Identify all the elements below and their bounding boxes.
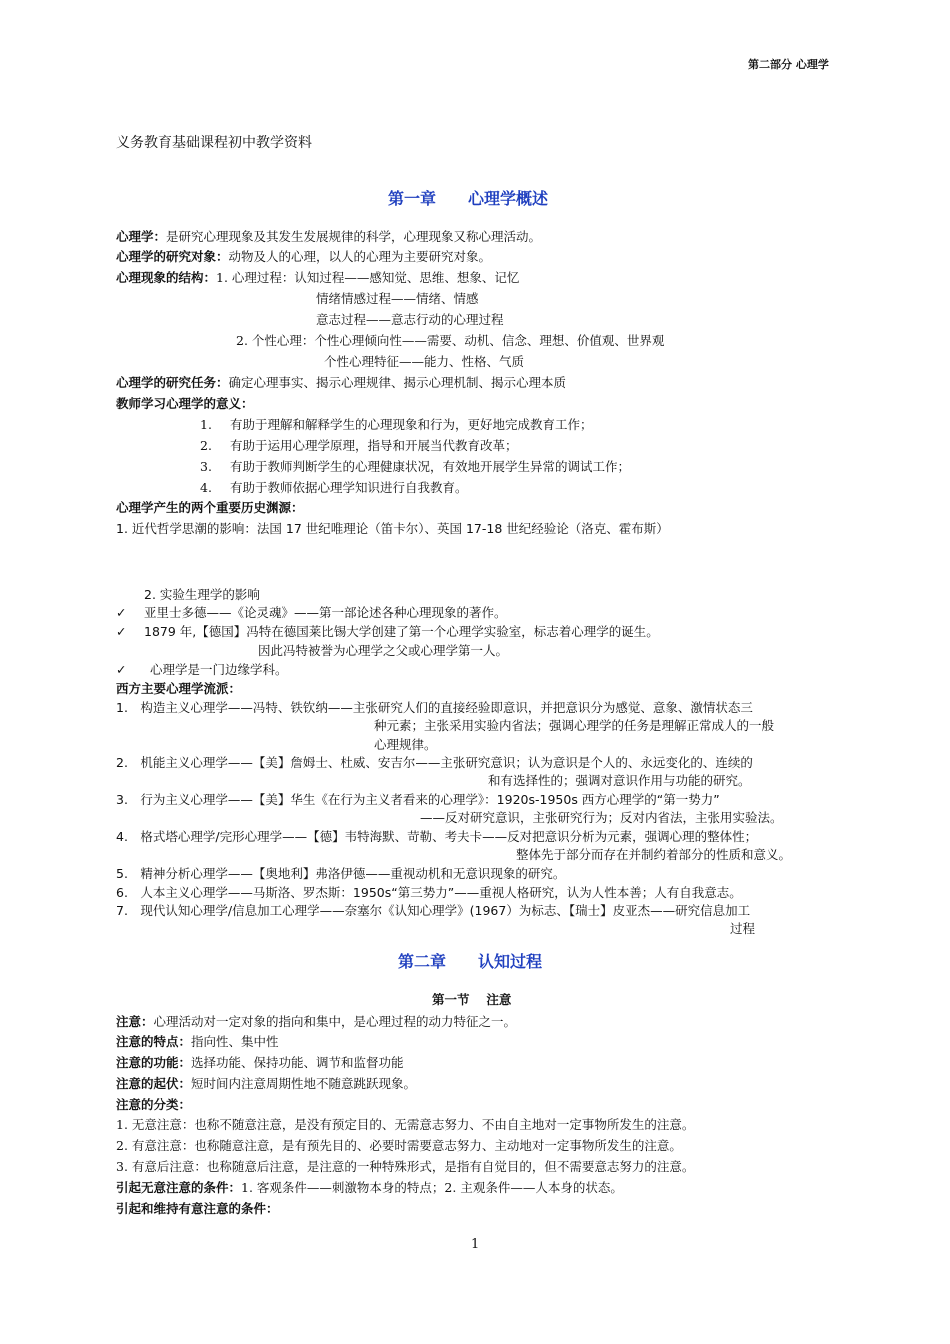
- origin-1: 1. 近代哲学思潮的影响：法国 17 世纪唯理论（笛卡尔）、英国 17-18 世纪经验论（洛克、霍布斯）: [116, 521, 669, 536]
- school-item: 6. 人本主义心理学——马斯洛、罗杰斯：1950s“第三势力”——重视人格研究，认为人性本善；人有自我意志。: [116, 885, 742, 900]
- structure-line-4: 2. 个性心理：个性心理倾向性——需要、动机、信念、理想、价值观、世界观: [236, 333, 665, 348]
- involuntary-conditions: [116, 1179, 623, 1197]
- school-item-continued: 过程: [730, 921, 756, 936]
- definition-text: 是研究心理现象及其发生发展规律的科学，心理现象又称心理活动。: [166, 229, 542, 244]
- attention-definition: [116, 1013, 516, 1031]
- research-tasks: [116, 374, 566, 392]
- document-title: 义务教育基础课程初中教学资料: [116, 135, 312, 151]
- attention-type-item: 3. 有意后注意：也称随意后注意，是注意的一种特殊形式，是指有自觉目的，但不需要意志努力的注意。: [116, 1159, 695, 1174]
- chapter-1-heading: 第一章 心理学概述: [388, 189, 549, 208]
- school-item-continued: 和有选择性的；强调对意识作用与功能的研究。: [488, 773, 751, 788]
- attention-type-item: 1. 无意注意：也称不随意注意，是没有预定目的、无需意志努力、不由自主地对一定事物所发生的注意。: [116, 1117, 695, 1132]
- check-item: ✓ 1879 年,【德国】冯特在德国莱比锡大学创建了第一个心理学实验室，标志着心理学的诞生。: [116, 624, 659, 639]
- structure-line-5: 个性心理特征——能力、性格、气质: [324, 354, 525, 369]
- school-item-continued: 种元素；主张采用实验内省法；强调心理学的任务是理解正常成人的一般: [374, 718, 775, 733]
- school-item: 1. 构造主义心理学——冯特、铁钦纳——主张研究人们的直接经验即意识，并把意识分为感觉、意象、激情状态三: [116, 700, 753, 715]
- origin-2: 2. 实验生理学的影响: [144, 587, 260, 602]
- chapter-2-heading: 第二章 认知过程: [398, 952, 543, 971]
- list-item: 2. 有助于运用心理学原理，指导和开展当代教育改革；: [200, 438, 518, 453]
- definition-text: 动物及人的心理，以人的心理为主要研究对象。: [228, 249, 492, 264]
- definition-text: 1. 客观条件——刺激物本身的特点；2. 主观条件——人本身的状态。: [241, 1180, 623, 1195]
- attention-traits: [116, 1033, 279, 1051]
- teacher-meaning-heading: 教师学习心理学的意义：: [116, 396, 254, 411]
- school-item: 7. 现代认知心理学/信息加工心理学——奈塞尔《认知心理学》(1967）为标志、【瑞士】皮亚杰——研究信息加工: [116, 903, 751, 918]
- definition-text: 短时间内注意周期性地不随意跳跃现象。: [191, 1076, 417, 1091]
- term-label: 注意的起伏：: [116, 1076, 192, 1091]
- school-item: 2. 机能主义心理学——【美】詹姆士、杜威、安吉尔——主张研究意识；认为意识是个人的、永远变化的、连续的: [116, 755, 753, 770]
- term-label: 心理现象的结构：: [116, 270, 217, 285]
- check-item: ✓ 心理学是一门边缘学科。: [116, 662, 288, 677]
- school-item-continued: 整体先于部分而存在并制约着部分的性质和意义。: [516, 847, 792, 862]
- attention-types-heading: 注意的分类：: [116, 1097, 192, 1112]
- page-header: 第二部分 心理学: [748, 58, 829, 71]
- check-item-continued: 因此冯特被誉为心理学之父或心理学第一人。: [258, 643, 509, 658]
- school-item: 4. 格式塔心理学/完形心理学——【德】韦特海默、苛勒、考夫卡——反对把意识分析为元素，强调心理的整体性；: [116, 829, 758, 844]
- definition-text: 选择功能、保持功能、调节和监督功能: [191, 1055, 404, 1070]
- school-item: 3. 行为主义心理学——【美】华生《在行为主义者看来的心理学》：1920s-1950s 西方心理学的“第一势力”: [116, 792, 720, 807]
- definition-text: 心理活动对一定对象的指向和集中，是心理过程的动力特征之一。: [153, 1014, 517, 1029]
- attention-functions: [116, 1054, 404, 1072]
- term-label: 注意的特点：: [116, 1034, 192, 1049]
- history-origins-heading: 心理学产生的两个重要历史渊源：: [116, 500, 304, 515]
- page-number: 1: [471, 1237, 480, 1252]
- research-object: [116, 248, 491, 266]
- term-label: 引起无意注意的条件：: [116, 1180, 242, 1195]
- school-item-continued: ——反对研究意识，主张研究行为；反对内省法，主张用实验法。: [420, 810, 783, 825]
- voluntary-conditions-heading: 引起和维持有意注意的条件：: [116, 1201, 279, 1216]
- check-item: ✓ 亚里士多德——《论灵魂》——第一部论述各种心理现象的著作。: [116, 605, 507, 620]
- term-label: 注意的功能：: [116, 1055, 192, 1070]
- term-label: 心理学：: [116, 229, 167, 244]
- attention-type-item: 2. 有意注意：也称随意注意，是有预先目的、必要时需要意志努力、主动地对一定事物所发生的注意。: [116, 1138, 682, 1153]
- term-label: 心理学的研究任务：: [116, 375, 229, 390]
- structure-line-3: 意志过程——意志行动的心理过程: [316, 312, 504, 327]
- checkmark-icon: ✓: [116, 605, 127, 620]
- checkmark-icon: ✓: [116, 662, 127, 677]
- list-item: 4. 有助于教师依据心理学知识进行自我教育。: [200, 480, 468, 495]
- phenomenon-structure: [116, 269, 519, 287]
- structure-line-1: 1. 心理过程：认知过程——感知觉、思维、想象、记忆: [216, 270, 520, 285]
- section-heading: 第一节 注意: [432, 992, 512, 1007]
- structure-line-2: 情绪情感过程——情绪、情感: [316, 291, 479, 306]
- list-item: 3. 有助于教师判断学生的心理健康状况，有效地开展学生异常的调试工作；: [200, 459, 631, 474]
- schools-heading: 西方主要心理学流派：: [116, 681, 242, 696]
- attention-fluctuation: [116, 1075, 416, 1093]
- school-item: 5. 精神分析心理学——【奥地利】弗洛伊德——重视动机和无意识现象的研究。: [116, 866, 566, 881]
- definition-text: 指向性、集中性: [191, 1034, 279, 1049]
- definition-text: 确定心理事实、揭示心理规律、揭示心理机制、揭示心理本质: [228, 375, 567, 390]
- school-item-continued: 心理规律。: [374, 737, 437, 752]
- term-label: 心理学的研究对象：: [116, 249, 229, 264]
- list-item: 1. 有助于理解和解释学生的心理现象和行为，更好地完成教育工作；: [200, 417, 593, 432]
- psychology-definition: [116, 228, 541, 246]
- checkmark-icon: ✓: [116, 624, 127, 639]
- term-label: 注意：: [116, 1014, 154, 1029]
